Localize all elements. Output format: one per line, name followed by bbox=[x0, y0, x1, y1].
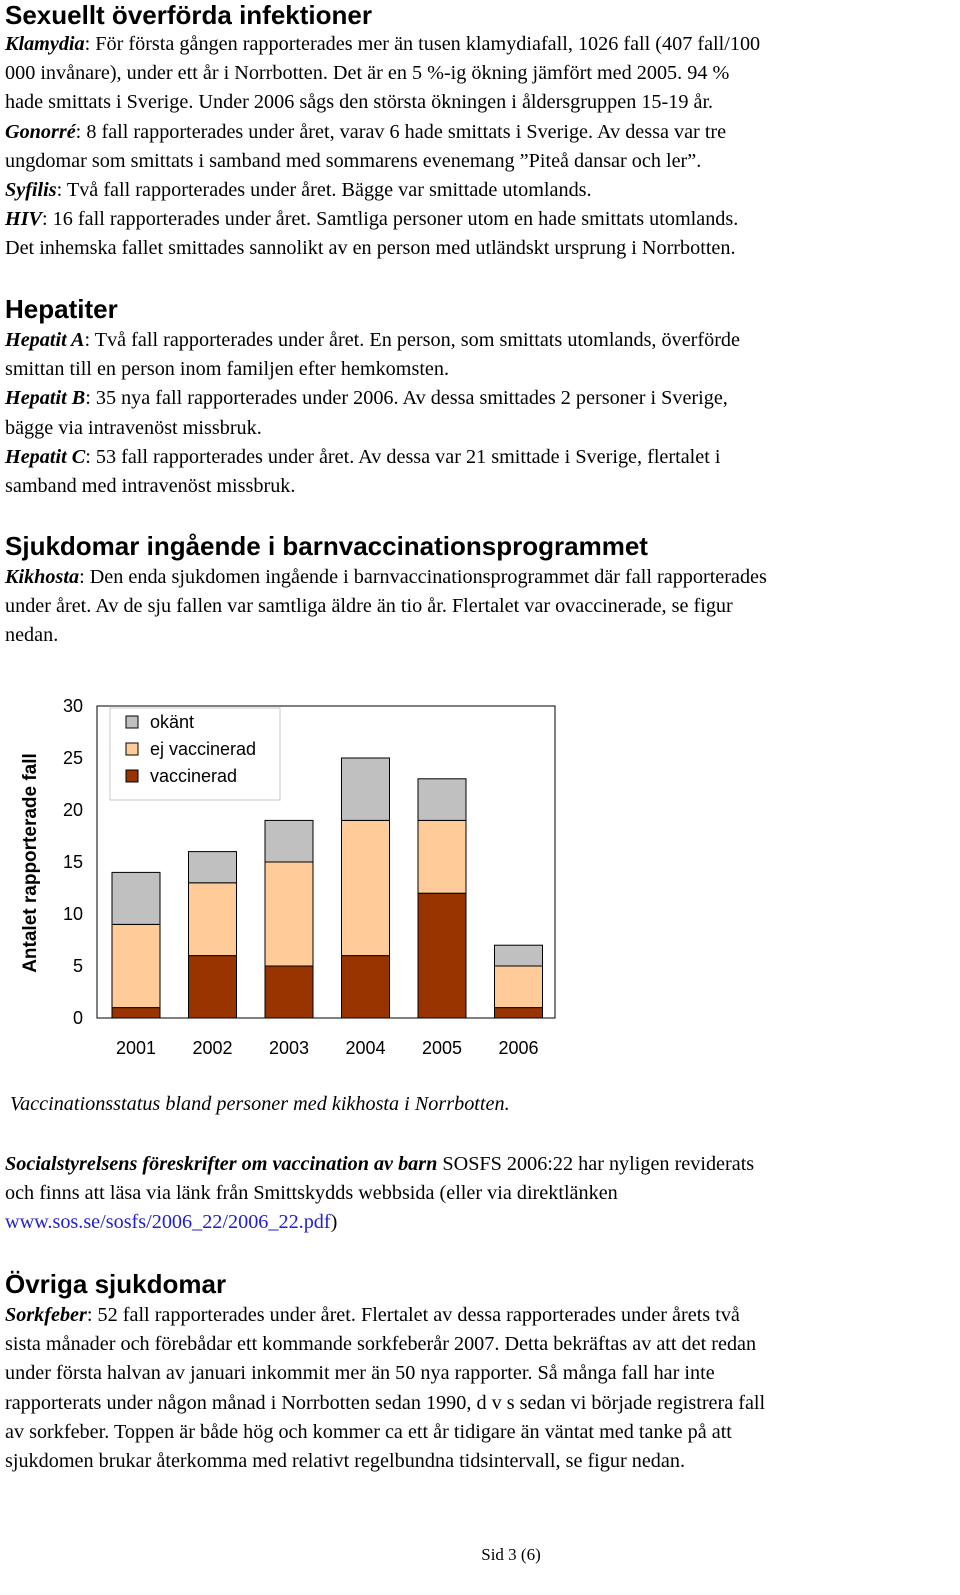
line-text: : Två fall rapporterades under året. Bägge var smittade utomlands. bbox=[56, 179, 592, 202]
other-line bbox=[5, 1301, 955, 1330]
x-tick-label: 2004 bbox=[345, 1038, 386, 1058]
y-tick-label: 20 bbox=[62, 800, 83, 820]
vaccination-paragraph bbox=[5, 563, 955, 651]
other-line bbox=[5, 1330, 955, 1359]
legend-label: ej vaccinerad bbox=[150, 739, 257, 759]
line-text: nedan. bbox=[5, 624, 59, 647]
x-tick-label: 2003 bbox=[268, 1038, 310, 1058]
line-text: av sorkfeber. Toppen är både hög och kommer ca ett år tidigare än väntat med tanke på att bbox=[5, 1420, 732, 1443]
bar-2002-vaccinerad bbox=[189, 956, 237, 1018]
line-text: : För första gången rapporterades mer än tusen klamydiafall, 1026 fall (407 fall/100 bbox=[84, 33, 761, 55]
bar-2006-vaccinerad bbox=[495, 1008, 543, 1018]
regulation-line-3 bbox=[5, 1208, 955, 1237]
disease-term: Hepatit B bbox=[5, 387, 86, 410]
line-text: : Den enda sjukdomen ingående i barnvaccinationsprogrammet där fall rapporterades bbox=[79, 566, 767, 588]
heading-hepatitis: Hepatiter bbox=[5, 294, 118, 324]
bar-2005-ej-vaccinerad bbox=[418, 820, 466, 893]
line-text: bägge via intravenöst missbruk. bbox=[5, 416, 262, 439]
heading-other: Övriga sjukdomar bbox=[5, 1269, 227, 1299]
bar-2005-okänt bbox=[418, 779, 466, 821]
disease-term: HIV bbox=[5, 208, 43, 231]
pertussis-vaccination-chart bbox=[0, 680, 600, 1080]
x-tick-label: 2001 bbox=[115, 1038, 157, 1058]
y-tick-label: 15 bbox=[62, 852, 83, 872]
y-tick-label: 0 bbox=[72, 1008, 83, 1028]
disease-term: Gonorré bbox=[5, 120, 76, 143]
line-text: : 35 nya fall rapporterades under 2006. Av dessa smittades 2 personer i Sverige, bbox=[85, 387, 728, 410]
sti-line bbox=[5, 30, 955, 59]
line-text: samband med intravenöst missbruk. bbox=[5, 475, 296, 498]
disease-term: Syfilis bbox=[5, 179, 57, 202]
bar-2004-ej-vaccinerad bbox=[342, 820, 390, 955]
line-text: rapporterats under någon månad i Norrbotten sedan 1990, d v s sedan vi började registrera fall bbox=[5, 1391, 766, 1414]
line-text: 000 invånare), under ett år i Norrbotten. Det är en 5 %-ig ökning jämfört med 2005. 94 % bbox=[5, 62, 730, 85]
regulation-line-1 bbox=[5, 1150, 955, 1179]
line-text: hade smittats i Sverige. Under 2006 sågs den största ökningen i åldersgruppen 15-19 år. bbox=[5, 91, 714, 114]
vaccination-line bbox=[5, 621, 955, 650]
line-text: : Två fall rapporterades under året. En person, som smittats utomlands, överförde bbox=[84, 329, 740, 351]
x-tick-label: 2002 bbox=[192, 1038, 233, 1058]
hepatitis-line bbox=[5, 355, 955, 384]
x-tick-label: 2005 bbox=[421, 1038, 463, 1058]
bar-2006-ej-vaccinerad bbox=[495, 966, 543, 1008]
other-line bbox=[5, 1447, 955, 1476]
hepatitis-line bbox=[5, 472, 955, 501]
line-text: sista månader och förebådar ett kommande sorkfeberår 2007. Detta bekräftas av att det redan bbox=[5, 1333, 757, 1356]
bar-2003-okänt bbox=[265, 820, 313, 862]
regulation-paragraph bbox=[5, 1150, 955, 1238]
hepatitis-line bbox=[5, 414, 955, 443]
hepatitis-line bbox=[5, 443, 955, 472]
other-line bbox=[5, 1418, 955, 1447]
bar-2003-vaccinerad bbox=[265, 966, 313, 1018]
regulation-line-2: och finns att läsa via länk från Smittskydds webbsida (eller via direktlänken bbox=[5, 1182, 618, 1205]
disease-term: Sorkfeber bbox=[5, 1304, 87, 1326]
sti-line bbox=[5, 118, 955, 147]
y-tick-label: 10 bbox=[62, 904, 83, 924]
y-axis-label: Antalet rapporterade fall bbox=[20, 753, 41, 973]
line-text: : 52 fall rapporterades under året. Flertalet av dessa rapporterades under årets två bbox=[86, 1304, 740, 1326]
legend-swatch bbox=[126, 743, 138, 755]
sti-line bbox=[5, 176, 955, 205]
vaccination-line bbox=[5, 592, 955, 621]
line-text: : 53 fall rapporterades under året. Av dessa var 21 smittade i Sverige, flertalet i bbox=[85, 445, 721, 468]
bar-2005-vaccinerad bbox=[418, 893, 466, 1018]
bar-2001-vaccinerad bbox=[112, 1008, 160, 1018]
line-text: Det inhemska fallet smittades sannolikt av en person med utländskt ursprung i Norrbotten. bbox=[5, 237, 736, 260]
disease-term: Kikhosta bbox=[5, 566, 80, 588]
line-text: : 8 fall rapporterades under året, varav 6 hade smittats i Sverige. Av dessa var tre bbox=[75, 120, 727, 143]
page-footer: Sid 3 (6) bbox=[481, 1545, 541, 1564]
sti-line bbox=[5, 59, 955, 88]
regulation-term: Socialstyrelsens föreskrifter om vaccination av barn bbox=[5, 1153, 438, 1175]
line-text: smittan till en person inom familjen efter hemkomsten. bbox=[5, 358, 450, 381]
heading-vaccination: Sjukdomar ingående i barnvaccinationsprogrammet bbox=[5, 531, 648, 561]
bar-2006-okänt bbox=[495, 945, 543, 966]
sosfs-link[interactable]: www.sos.se/sosfs/2006_22/2006_22.pdf bbox=[5, 1211, 331, 1234]
legend-swatch bbox=[126, 716, 138, 728]
regulation-text: SOSFS 2006:22 har nyligen reviderats bbox=[437, 1153, 755, 1175]
bar-2001-ej-vaccinerad bbox=[112, 924, 160, 1007]
x-tick-label: 2006 bbox=[498, 1038, 539, 1058]
disease-term: Hepatit A bbox=[5, 329, 85, 351]
line-text: under första halvan av januari inkommit mer än 50 nya rapporter. Så många fall har inte bbox=[5, 1362, 715, 1385]
legend-label: vaccinerad bbox=[150, 766, 238, 786]
bar-2003-ej-vaccinerad bbox=[265, 862, 313, 966]
other-line bbox=[5, 1389, 955, 1418]
bar-2002-ej-vaccinerad bbox=[189, 883, 237, 956]
hepatitis-line bbox=[5, 384, 955, 413]
sti-line bbox=[5, 205, 955, 234]
hepatitis-line bbox=[5, 326, 955, 355]
other-line bbox=[5, 1359, 955, 1388]
sti-line bbox=[5, 88, 955, 117]
vaccination-line bbox=[5, 563, 955, 592]
hepatitis-paragraph bbox=[5, 326, 955, 501]
figure-caption: Vaccinationsstatus bland personer med kikhosta i Norrbotten. bbox=[10, 1093, 510, 1115]
sti-paragraph bbox=[5, 30, 955, 264]
disease-term: Hepatit C bbox=[5, 445, 86, 468]
legend-swatch bbox=[126, 770, 138, 782]
line-text: : 16 fall rapporterades under året. Samtliga personer utom en hade smittats utomlands. bbox=[42, 208, 739, 231]
line-text: sjukdomen brukar återkomma med relativt regelbundna tidsintervall, se figur nedan. bbox=[5, 1450, 685, 1473]
disease-term: Klamydia bbox=[5, 33, 85, 55]
bar-2001-okänt bbox=[112, 872, 160, 924]
sti-line bbox=[5, 234, 955, 263]
chart-legend bbox=[110, 708, 280, 800]
sti-line bbox=[5, 147, 955, 176]
line-text: ungdomar som smittats i samband med sommarens evenemang ”Piteå dansar och ler”. bbox=[5, 149, 702, 172]
link-close-paren: ) bbox=[330, 1211, 338, 1234]
bar-2002-okänt bbox=[189, 852, 237, 883]
y-tick-label: 5 bbox=[72, 956, 83, 976]
y-tick-label: 30 bbox=[62, 696, 83, 716]
bar-2004-vaccinerad bbox=[342, 956, 390, 1018]
heading-sti: Sexuellt överförda infektioner bbox=[5, 0, 372, 30]
other-paragraph bbox=[5, 1301, 955, 1476]
y-tick-label: 25 bbox=[62, 748, 83, 768]
bar-2004-okänt bbox=[342, 758, 390, 820]
legend-label: okänt bbox=[150, 712, 195, 732]
line-text: under året. Av de sju fallen var samtliga äldre än tio år. Flertalet var ovaccinerade, se figur bbox=[5, 595, 733, 618]
